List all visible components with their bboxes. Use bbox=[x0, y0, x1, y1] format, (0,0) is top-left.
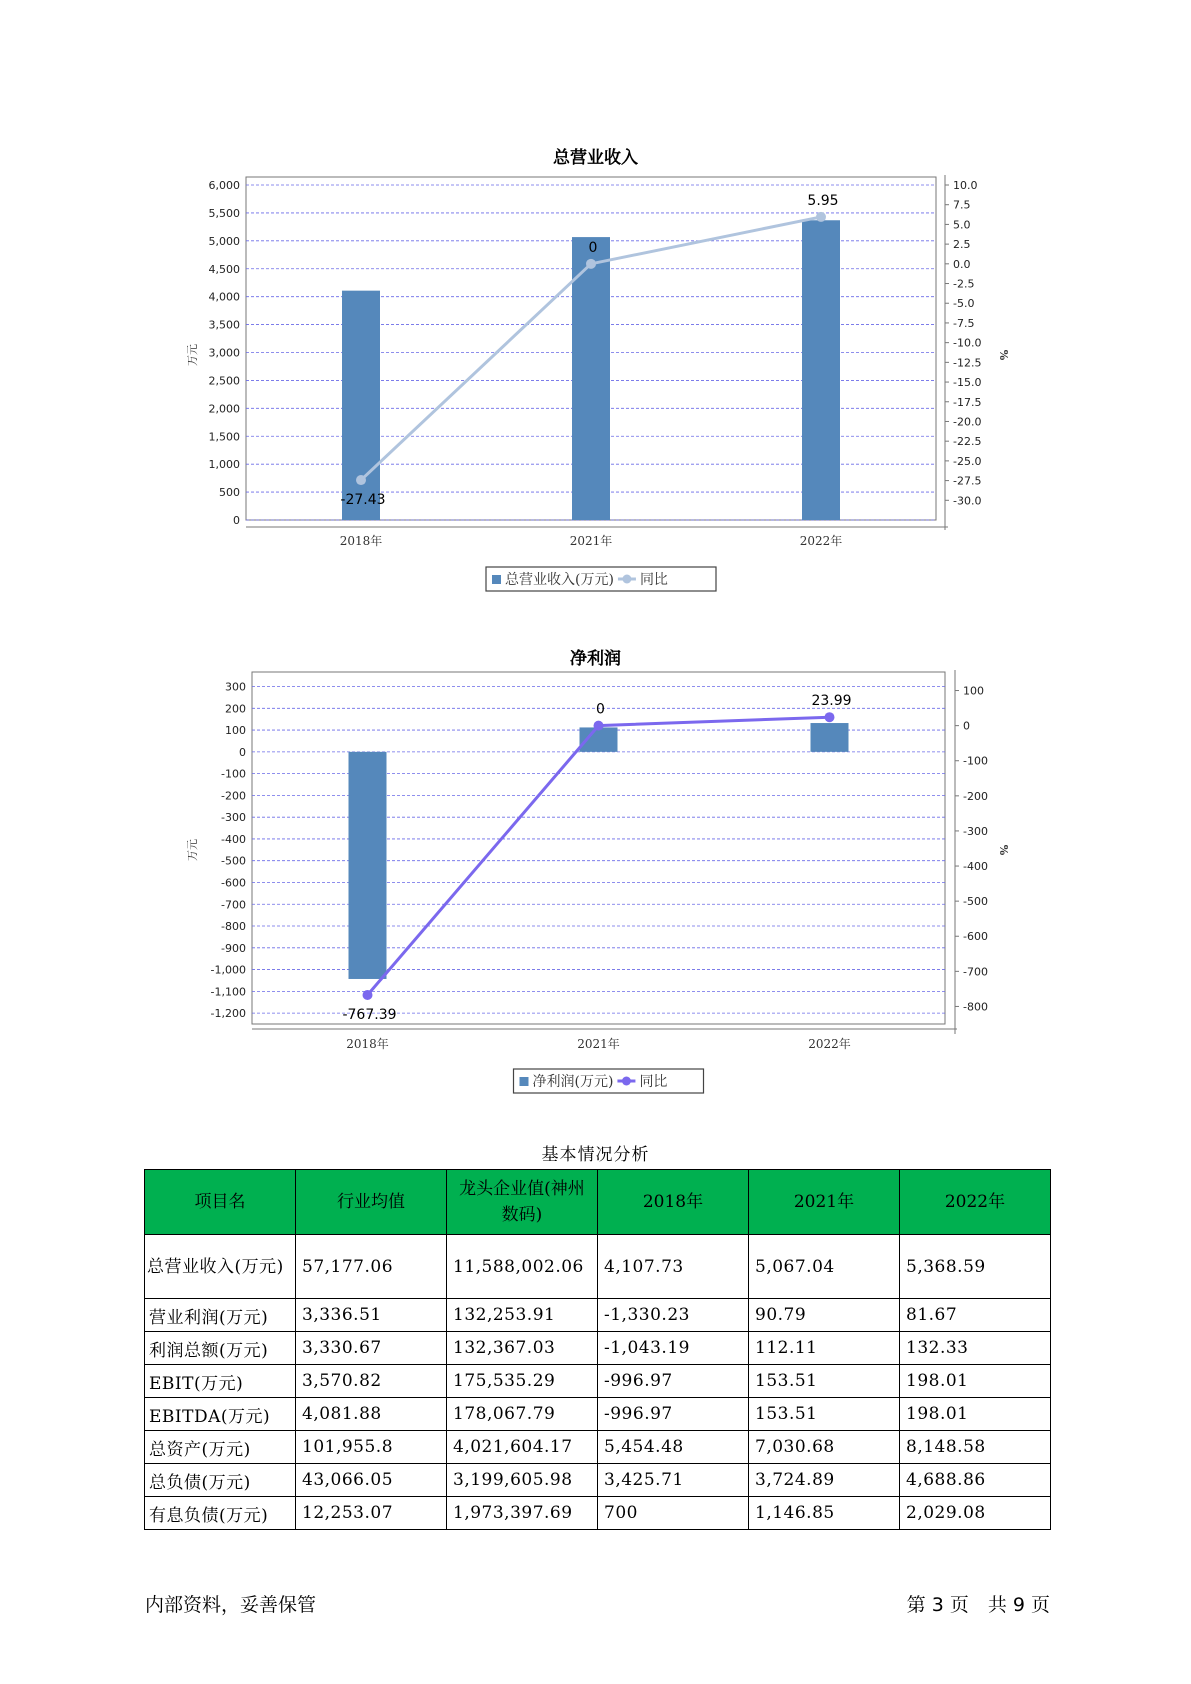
left-tick-label: 1,000 bbox=[208, 458, 240, 472]
table-cell: 11,588,002.06 bbox=[447, 1235, 598, 1299]
table-cell: -996.97 bbox=[598, 1398, 749, 1431]
left-tick-label: 4,500 bbox=[208, 262, 240, 276]
revenue-chart bbox=[0, 170, 1191, 610]
table-cell: 198.01 bbox=[900, 1365, 1051, 1398]
footer-confidential-note: 内部资料，妥善保管 bbox=[145, 1594, 317, 1616]
left-tick-label: -800 bbox=[221, 920, 246, 934]
legend-bar-label: 总营业收入(万元) bbox=[505, 572, 614, 588]
table-cell: 12,253.07 bbox=[296, 1497, 447, 1530]
table-row bbox=[145, 1464, 1051, 1497]
table-cell: EBITDA(万元) bbox=[145, 1398, 296, 1431]
table-cell: 57,177.06 bbox=[296, 1235, 447, 1299]
data-label: -27.43 bbox=[340, 492, 386, 509]
line-point bbox=[586, 259, 596, 269]
right-tick-label: -2.5 bbox=[953, 277, 975, 291]
x-tick-label: 2022年 bbox=[799, 534, 843, 548]
chart-title-revenue: 总营业收入 bbox=[553, 148, 638, 168]
left-tick-label: 3,000 bbox=[208, 346, 240, 360]
table-cell: 5,067.04 bbox=[749, 1235, 900, 1299]
right-tick-label: 10.0 bbox=[953, 179, 978, 192]
table-cell: 利润总额(万元) bbox=[145, 1332, 296, 1365]
bar bbox=[342, 291, 380, 520]
right-tick-label: -10.0 bbox=[953, 336, 982, 350]
legend-line-label: 同比 bbox=[639, 1074, 668, 1090]
left-tick-label: -500 bbox=[221, 854, 246, 868]
right-tick-label: 5.0 bbox=[953, 218, 971, 232]
legend-line-marker bbox=[622, 1077, 631, 1086]
left-tick-label: -300 bbox=[221, 811, 246, 825]
table-row bbox=[145, 1332, 1051, 1365]
right-tick-label: -30.0 bbox=[953, 494, 982, 508]
data-label: 23.99 bbox=[811, 693, 852, 710]
table-cell: 1,973,397.69 bbox=[447, 1497, 598, 1530]
legend-line-label: 同比 bbox=[639, 572, 668, 588]
left-tick-label: 5,500 bbox=[208, 206, 240, 220]
left-tick-label: 3,500 bbox=[208, 318, 240, 332]
table-row bbox=[145, 1431, 1051, 1464]
table-cell: 2,029.08 bbox=[900, 1497, 1051, 1530]
table-cell: 81.67 bbox=[900, 1299, 1051, 1332]
right-tick-label: -15.0 bbox=[953, 376, 982, 390]
line-point bbox=[825, 712, 835, 722]
table-cell: -996.97 bbox=[598, 1365, 749, 1398]
left-tick-label: 0 bbox=[239, 745, 246, 759]
right-tick-label: -7.5 bbox=[953, 316, 975, 330]
data-label: 0 bbox=[588, 239, 598, 256]
table-header: 龙头企业值(神州数码) bbox=[447, 1170, 598, 1235]
table-header: 2021年 bbox=[749, 1170, 900, 1235]
right-tick-label: -25.0 bbox=[953, 454, 982, 468]
right-tick-label: -800 bbox=[963, 1000, 988, 1014]
footer-page-number: 第 3 页 共 9 页 bbox=[906, 1594, 1050, 1616]
left-axis-unit: 万元 bbox=[186, 839, 199, 861]
right-tick-label: -17.5 bbox=[953, 395, 982, 409]
line-point bbox=[356, 475, 366, 485]
table-cell: 153.51 bbox=[749, 1398, 900, 1431]
table-row bbox=[145, 1497, 1051, 1530]
x-tick-label: 2018年 bbox=[339, 534, 383, 548]
table-cell: 4,688.86 bbox=[900, 1464, 1051, 1497]
table-cell: 3,336.51 bbox=[296, 1299, 447, 1332]
table-header: 2018年 bbox=[598, 1170, 749, 1235]
table-header: 项目名 bbox=[145, 1170, 296, 1235]
data-label: 5.95 bbox=[807, 192, 839, 209]
table-cell: 90.79 bbox=[749, 1299, 900, 1332]
summary-table bbox=[144, 1169, 1051, 1530]
left-tick-label: 4,000 bbox=[208, 290, 240, 304]
left-tick-label: 500 bbox=[219, 486, 240, 500]
right-tick-label: -500 bbox=[963, 895, 988, 909]
table-cell: 总负债(万元) bbox=[145, 1464, 296, 1497]
table-cell: 3,724.89 bbox=[749, 1464, 900, 1497]
right-tick-label: -700 bbox=[963, 965, 988, 979]
left-tick-label: 5,000 bbox=[208, 234, 240, 248]
right-tick-label: -27.5 bbox=[953, 474, 982, 488]
table-row bbox=[145, 1235, 1051, 1299]
right-tick-label: -600 bbox=[963, 930, 988, 944]
left-axis-unit: 万元 bbox=[186, 344, 199, 366]
line-point bbox=[816, 212, 826, 222]
bar bbox=[572, 237, 610, 520]
left-tick-label: -1,100 bbox=[210, 985, 246, 999]
table-cell: 153.51 bbox=[749, 1365, 900, 1398]
table-caption: 基本情况分析 bbox=[541, 1145, 650, 1165]
left-tick-label: 2,500 bbox=[208, 374, 240, 388]
bar bbox=[802, 220, 840, 520]
table-cell: 总资产(万元) bbox=[145, 1431, 296, 1464]
right-tick-label: 0 bbox=[963, 719, 970, 733]
table-row bbox=[145, 1365, 1051, 1398]
table-cell: 3,330.67 bbox=[296, 1332, 447, 1365]
table-cell: 4,107.73 bbox=[598, 1235, 749, 1299]
table-cell: 5,454.48 bbox=[598, 1431, 749, 1464]
right-tick-label: -400 bbox=[963, 860, 988, 874]
table-cell: 有息负债(万元) bbox=[145, 1497, 296, 1530]
table-cell: 3,570.82 bbox=[296, 1365, 447, 1398]
table-cell: 1,146.85 bbox=[749, 1497, 900, 1530]
right-tick-label: -200 bbox=[963, 789, 988, 803]
table-cell: 112.11 bbox=[749, 1332, 900, 1365]
left-tick-label: -600 bbox=[221, 876, 246, 890]
data-label: 0 bbox=[596, 701, 605, 718]
table-cell: 132.33 bbox=[900, 1332, 1051, 1365]
right-tick-label: 100 bbox=[963, 684, 984, 698]
right-axis-unit: % bbox=[997, 349, 1010, 361]
table-cell: 8,148.58 bbox=[900, 1431, 1051, 1464]
right-tick-label: 2.5 bbox=[953, 238, 971, 252]
left-tick-label: 0 bbox=[233, 514, 240, 527]
table-cell: 4,081.88 bbox=[296, 1398, 447, 1431]
table-cell: 3,199,605.98 bbox=[447, 1464, 598, 1497]
table-cell: 175,535.29 bbox=[447, 1365, 598, 1398]
table-cell: 700 bbox=[598, 1497, 749, 1530]
table-cell: 4,021,604.17 bbox=[447, 1431, 598, 1464]
left-tick-label: -700 bbox=[221, 898, 246, 912]
chart-title-net-profit: 净利润 bbox=[570, 649, 621, 669]
table-cell: 198.01 bbox=[900, 1398, 1051, 1431]
right-tick-label: -300 bbox=[963, 824, 988, 838]
left-tick-label: 300 bbox=[225, 680, 246, 694]
left-tick-label: 6,000 bbox=[208, 179, 240, 192]
left-tick-label: -200 bbox=[221, 789, 246, 803]
x-tick-label: 2018年 bbox=[346, 1037, 389, 1051]
bar bbox=[811, 723, 849, 752]
table-row bbox=[145, 1398, 1051, 1431]
right-tick-label: -22.5 bbox=[953, 435, 982, 449]
table-cell: -1,330.23 bbox=[598, 1299, 749, 1332]
table-cell: 7,030.68 bbox=[749, 1431, 900, 1464]
x-tick-label: 2021年 bbox=[569, 534, 613, 548]
left-tick-label: 2,000 bbox=[208, 402, 240, 416]
table-cell: 营业利润(万元) bbox=[145, 1299, 296, 1332]
line-point bbox=[363, 990, 373, 1000]
table-header: 行业均值 bbox=[296, 1170, 447, 1235]
right-tick-label: -5.0 bbox=[953, 297, 975, 311]
legend-line-marker bbox=[622, 575, 631, 584]
right-tick-label: 0.0 bbox=[953, 257, 971, 271]
right-axis-unit: % bbox=[997, 844, 1010, 856]
table-cell: -1,043.19 bbox=[598, 1332, 749, 1365]
x-tick-label: 2021年 bbox=[577, 1037, 620, 1051]
left-tick-label: 100 bbox=[225, 724, 246, 738]
table-cell: 178,067.79 bbox=[447, 1398, 598, 1431]
left-tick-label: -1,000 bbox=[210, 963, 246, 977]
data-label: -767.39 bbox=[342, 1007, 397, 1024]
right-tick-label: -12.5 bbox=[953, 356, 982, 370]
right-tick-label: 7.5 bbox=[953, 198, 971, 212]
table-cell: 132,253.91 bbox=[447, 1299, 598, 1332]
left-tick-label: -1,200 bbox=[210, 1007, 246, 1021]
table-cell: 5,368.59 bbox=[900, 1235, 1051, 1299]
x-tick-label: 2022年 bbox=[808, 1037, 851, 1051]
table-cell: 3,425.71 bbox=[598, 1464, 749, 1497]
table-header: 2022年 bbox=[900, 1170, 1051, 1235]
legend-bar-swatch bbox=[520, 1077, 529, 1086]
left-tick-label: -400 bbox=[221, 832, 246, 846]
right-tick-label: -20.0 bbox=[953, 415, 982, 429]
table-cell: 总营业收入(万元) bbox=[145, 1235, 296, 1299]
table-row bbox=[145, 1299, 1051, 1332]
right-tick-label: -100 bbox=[963, 754, 988, 768]
left-tick-label: -900 bbox=[221, 941, 246, 955]
bar bbox=[349, 752, 387, 979]
left-tick-label: -100 bbox=[221, 767, 246, 781]
line-point bbox=[594, 721, 604, 731]
table-cell: 43,066.05 bbox=[296, 1464, 447, 1497]
table-cell: 101,955.8 bbox=[296, 1431, 447, 1464]
table-cell: EBIT(万元) bbox=[145, 1365, 296, 1398]
table-cell: 132,367.03 bbox=[447, 1332, 598, 1365]
legend-bar-swatch bbox=[492, 575, 501, 584]
net-profit-chart bbox=[0, 670, 1191, 1110]
left-tick-label: 1,500 bbox=[208, 430, 240, 444]
legend-bar-label: 净利润(万元) bbox=[532, 1074, 614, 1090]
table-header-row bbox=[145, 1170, 1051, 1235]
left-tick-label: 200 bbox=[225, 702, 246, 716]
